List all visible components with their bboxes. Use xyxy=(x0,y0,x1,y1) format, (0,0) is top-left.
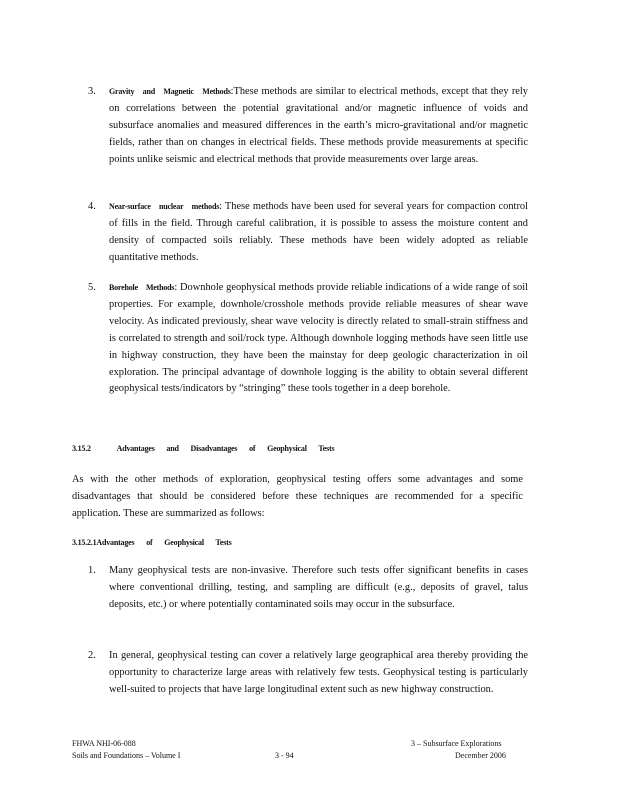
list-item-lead: Borehole Methods xyxy=(109,283,175,292)
subsection-title: Advantages of Geophysical Tests xyxy=(96,538,232,547)
footer-right xyxy=(411,738,506,762)
footer-date: December 2006 xyxy=(455,751,506,760)
section-heading xyxy=(72,444,334,453)
footer-chapter: 3 – Subsurface Explorations xyxy=(411,739,502,748)
section-intro-paragraph: As with the other methods of exploration, geophysical testing offers some advantages and some disadvantages that should be considered before these techniques are recommended for a specific application. These are summarized as follows: xyxy=(72,474,523,520)
section-number: 3.15.2 xyxy=(72,444,91,453)
list-item xyxy=(88,84,528,169)
list-item xyxy=(88,648,528,699)
list-item-lead: Near-surface nuclear methods xyxy=(109,202,220,211)
footer-publication-id: FHWA NHI-06-088 xyxy=(72,739,136,748)
list-item-text: : These methods have been used for several years for compaction control of fills in the field. Through careful calibration, it is possible to assess the moisture content and density of compacted soils reliably. These methods have been widely adopted as reliable quantitative methods. xyxy=(109,201,528,263)
list-item-text: :These methods are similar to electrical methods, except that they rely on correlations between the potential gravitational and/or magnetic influence of voids and subsurface anomalies and measured differences in the earth’s micro-gravitational and/or magnetic fields, rather than on changes in electrical fields. These methods provide measurements at specific points unlike seismic and electrical methods that provide measurements over large areas. xyxy=(109,86,528,165)
footer-document-title: Soils and Foundations – Volume I xyxy=(72,751,181,760)
list-item-number: 2. xyxy=(88,650,96,661)
page-number: 3 - 94 xyxy=(275,751,294,760)
subsection-number: 3.15.2.1 xyxy=(72,538,97,547)
list-item-body xyxy=(109,199,528,267)
list-item-body xyxy=(109,84,528,169)
list-item-lead: Gravity and Magnetic Methods xyxy=(109,87,231,96)
list-item-number: 1. xyxy=(88,565,96,576)
list-item-body: Many geophysical tests are non-invasive. Therefore such tests offer significant benefits in cases where conventional drilling, testing, and sampling are difficult (e.g., deposits of gravel, talus deposits, etc.) or where potentially contaminated soils may occur in the subsurface. xyxy=(109,565,528,610)
section-title: Advantages and Disadvantages of Geophysical Tests xyxy=(116,444,335,453)
list-item-number: 4. xyxy=(88,201,96,212)
list-item-text: : Downhole geophysical methods provide reliable indications of a wide range of soil properties. For example, downhole/crosshole methods provide reliable measures of shear wave velocity. As indicated previously, shear wave velocity is directly related to small-strain stiffness and is correlated to strength and soil/rock type. Although downhole logging methods have seen little use in highway construction, they have been the mainstay for deep geologic characterization in oil exploration. The principal advantage of downhole logging is the ability to obtain several different geophysical tests/indicators by “stringing” these tools together in a deep borehole. xyxy=(109,282,528,395)
list-item-body xyxy=(109,280,528,398)
footer-left xyxy=(72,738,180,762)
list-item xyxy=(88,563,528,614)
list-item-number: 5. xyxy=(88,282,96,293)
list-item xyxy=(88,199,528,267)
list-item-number: 3. xyxy=(88,86,96,97)
list-item-body: In general, geophysical testing can cover a relatively large geographical area thereby providing the opportunity to characterize large areas with relatively few tests. Geophysical testing is particularly well-suited to projects that have large longitudinal extent such as new highway construction. xyxy=(109,650,528,695)
subsection-heading xyxy=(72,538,232,547)
list-item xyxy=(88,280,528,398)
